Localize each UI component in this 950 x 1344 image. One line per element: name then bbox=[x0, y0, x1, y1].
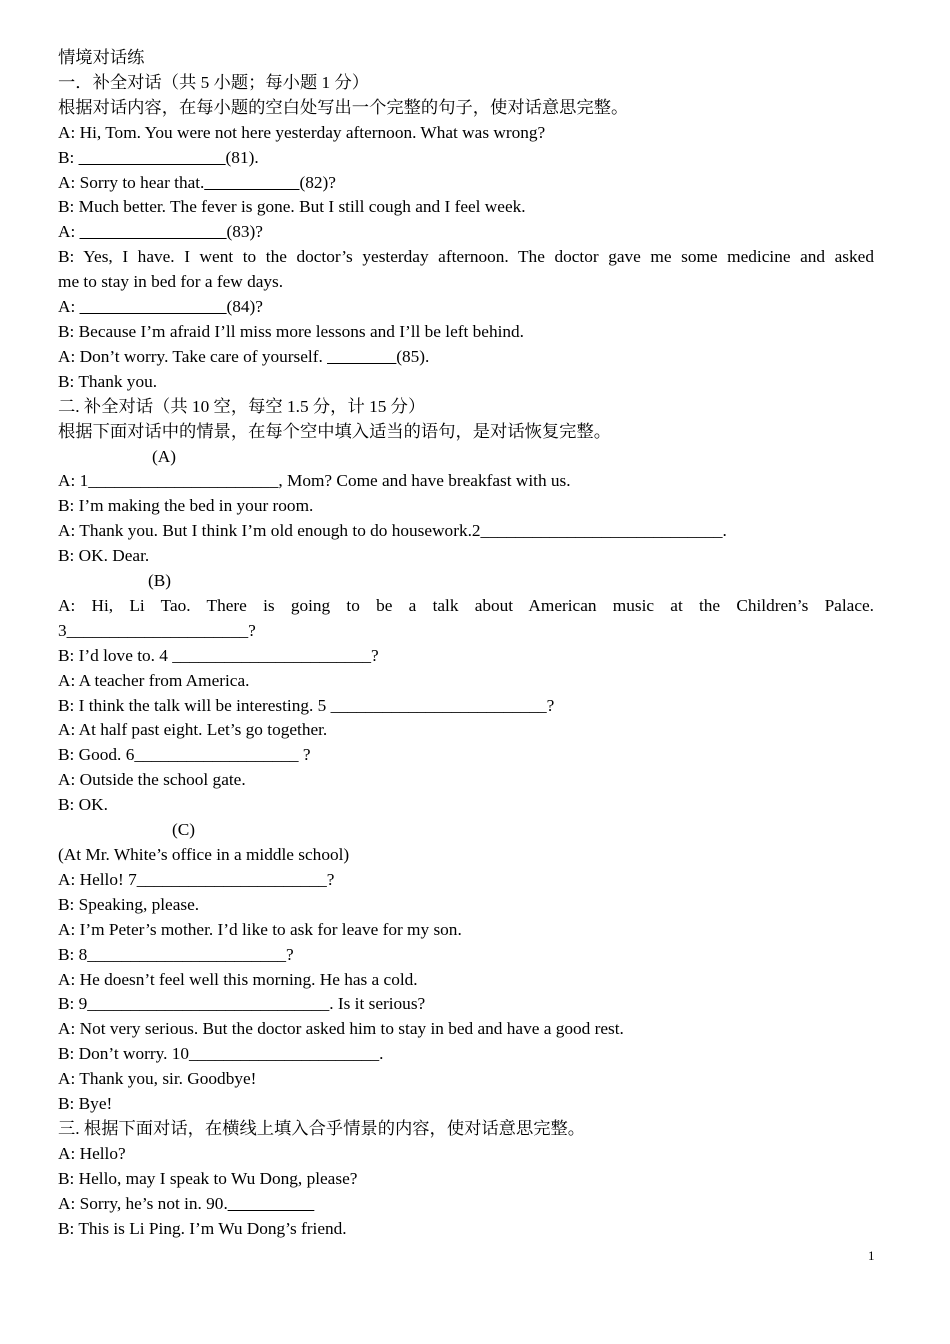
dialogue-line: B: Much better. The fever is gone. But I still cough and I feel week. bbox=[58, 197, 526, 217]
dialogue-line: A: Hello! 7______________________? bbox=[58, 869, 335, 889]
dialogue-line: B: Thank you. bbox=[58, 371, 158, 391]
dialogue-line bbox=[58, 345, 874, 370]
speaker-prefix: B: bbox=[58, 147, 79, 167]
section-1-instruction: 根据对话内容，在每小题的空白处写出一个完整的句子，使对话意思完整。 bbox=[58, 97, 629, 117]
dialogue-line: B: I think the talk will be interesting. 5 _________________________? bbox=[58, 695, 555, 715]
speaker-prefix: A: bbox=[58, 297, 80, 317]
dialogue-line: A: Hi, Li Tao. There is going to be a talk about American music at the Children’s Palace. bbox=[58, 595, 874, 615]
section-1-heading: 一．补全对话（共 5 小题；每小题 1 分） bbox=[58, 72, 370, 92]
dialogue-line: B: 8_______________________? bbox=[58, 944, 294, 964]
dialogue-line: B: Speaking, please. bbox=[58, 894, 200, 914]
dialogue-line: B: 9____________________________. Is it serious? bbox=[58, 994, 426, 1014]
page-number: 1 bbox=[868, 1248, 875, 1263]
line-text: A: Sorry, he’s not in. 90. bbox=[58, 1193, 228, 1213]
blank-number: (82)? bbox=[299, 172, 336, 192]
answer-blank-81[interactable]: _________________ bbox=[78, 147, 226, 167]
dialogue-line: A: A teacher from America. bbox=[58, 670, 250, 690]
dialogue-line: A: At half past eight. Let’s go together. bbox=[58, 720, 328, 740]
dialogue-b-label: (B) bbox=[148, 571, 172, 591]
dialogue-line: B: I’d love to. 4 _______________________? bbox=[58, 645, 379, 665]
line-text: A: Don’t worry. Take care of yourself. bbox=[58, 346, 328, 366]
dialogue-line: 3_____________________? bbox=[58, 620, 256, 640]
dialogue-line bbox=[58, 1192, 874, 1217]
section-2-heading: 二. 补全对话（共 10 空，每空 1.5 分，计 15 分） bbox=[58, 396, 426, 416]
document-page bbox=[58, 46, 874, 1242]
dialogue-line bbox=[58, 146, 874, 171]
dialogue-line: B: Don’t worry. 10______________________. bbox=[58, 1044, 384, 1064]
blank-number: (84)? bbox=[226, 297, 263, 317]
dialogue-line: B: I’m making the bed in your room. bbox=[58, 496, 314, 516]
dialogue-line: B: Bye! bbox=[58, 1094, 113, 1114]
dialogue-c-label: (C) bbox=[172, 820, 196, 840]
dialogue-line: B: OK. bbox=[58, 795, 108, 815]
dialogue-line: A: Thank you, sir. Goodbye! bbox=[58, 1069, 257, 1089]
section-3-heading: 三. 根据下面对话，在横线上填入合乎情景的内容，使对话意思完整。 bbox=[58, 1118, 586, 1138]
answer-blank-85[interactable]: ________ bbox=[327, 346, 397, 366]
dialogue-line: A: Not very serious. But the doctor asked him to stay in bed and have a good rest. bbox=[58, 1019, 624, 1039]
speaker-prefix: A: bbox=[58, 222, 80, 242]
dialogue-line: B: This is Li Ping. I’m Wu Dong’s friend. bbox=[58, 1218, 347, 1238]
dialogue-line: me to stay in bed for a few days. bbox=[58, 272, 284, 292]
dialogue-line: A: Hi, Tom. You were not here yesterday afternoon. What was wrong? bbox=[58, 122, 546, 142]
dialogue-line bbox=[58, 220, 874, 245]
blank-number: (85). bbox=[396, 346, 430, 366]
dialogue-line: B: Good. 6___________________ ? bbox=[58, 745, 311, 765]
dialogue-line: A: I’m Peter’s mother. I’d like to ask for leave for my son. bbox=[58, 919, 462, 939]
answer-blank-83[interactable]: _________________ bbox=[79, 222, 227, 242]
dialogue-line: A: Outside the school gate. bbox=[58, 770, 246, 790]
dialogue-line: B: Because I’m afraid I’ll miss more lessons and I’ll be left behind. bbox=[58, 321, 524, 341]
answer-blank-90[interactable]: __________ bbox=[227, 1193, 315, 1213]
scene-note: (At Mr. White’s office in a middle school) bbox=[58, 845, 350, 864]
dialogue-line: A: He doesn’t feel well this morning. He has a cold. bbox=[58, 969, 418, 989]
dialogue-line: B: Yes, I have. I went to the doctor’s yesterday afternoon. The doctor gave me some medicine and asked bbox=[58, 247, 874, 267]
blank-number: (83)? bbox=[226, 222, 263, 242]
dialogue-line: B: OK. Dear. bbox=[58, 546, 150, 566]
dialogue-line: A: 1______________________, Mom? Come and have breakfast with us. bbox=[58, 471, 571, 491]
dialogue-line: A: Thank you. But I think I’m old enough to do housework.2____________________________. bbox=[58, 521, 727, 541]
blank-number: (81). bbox=[225, 147, 259, 167]
dialogue-line bbox=[58, 295, 874, 320]
section-2-instruction: 根据下面对话中的情景，在每个空中填入适当的语句，是对话恢复完整。 bbox=[58, 421, 612, 441]
document-title: 情境对话练 bbox=[58, 48, 145, 67]
answer-blank-82[interactable]: ___________ bbox=[204, 172, 300, 192]
line-text: A: Sorry to hear that. bbox=[58, 172, 205, 192]
dialogue-line: B: Hello, may I speak to Wu Dong, please? bbox=[58, 1168, 358, 1188]
answer-blank-84[interactable]: _________________ bbox=[79, 297, 227, 317]
dialogue-line bbox=[58, 171, 874, 196]
dialogue-line: A: Hello? bbox=[58, 1143, 126, 1163]
dialogue-a-label: (A) bbox=[152, 446, 176, 466]
